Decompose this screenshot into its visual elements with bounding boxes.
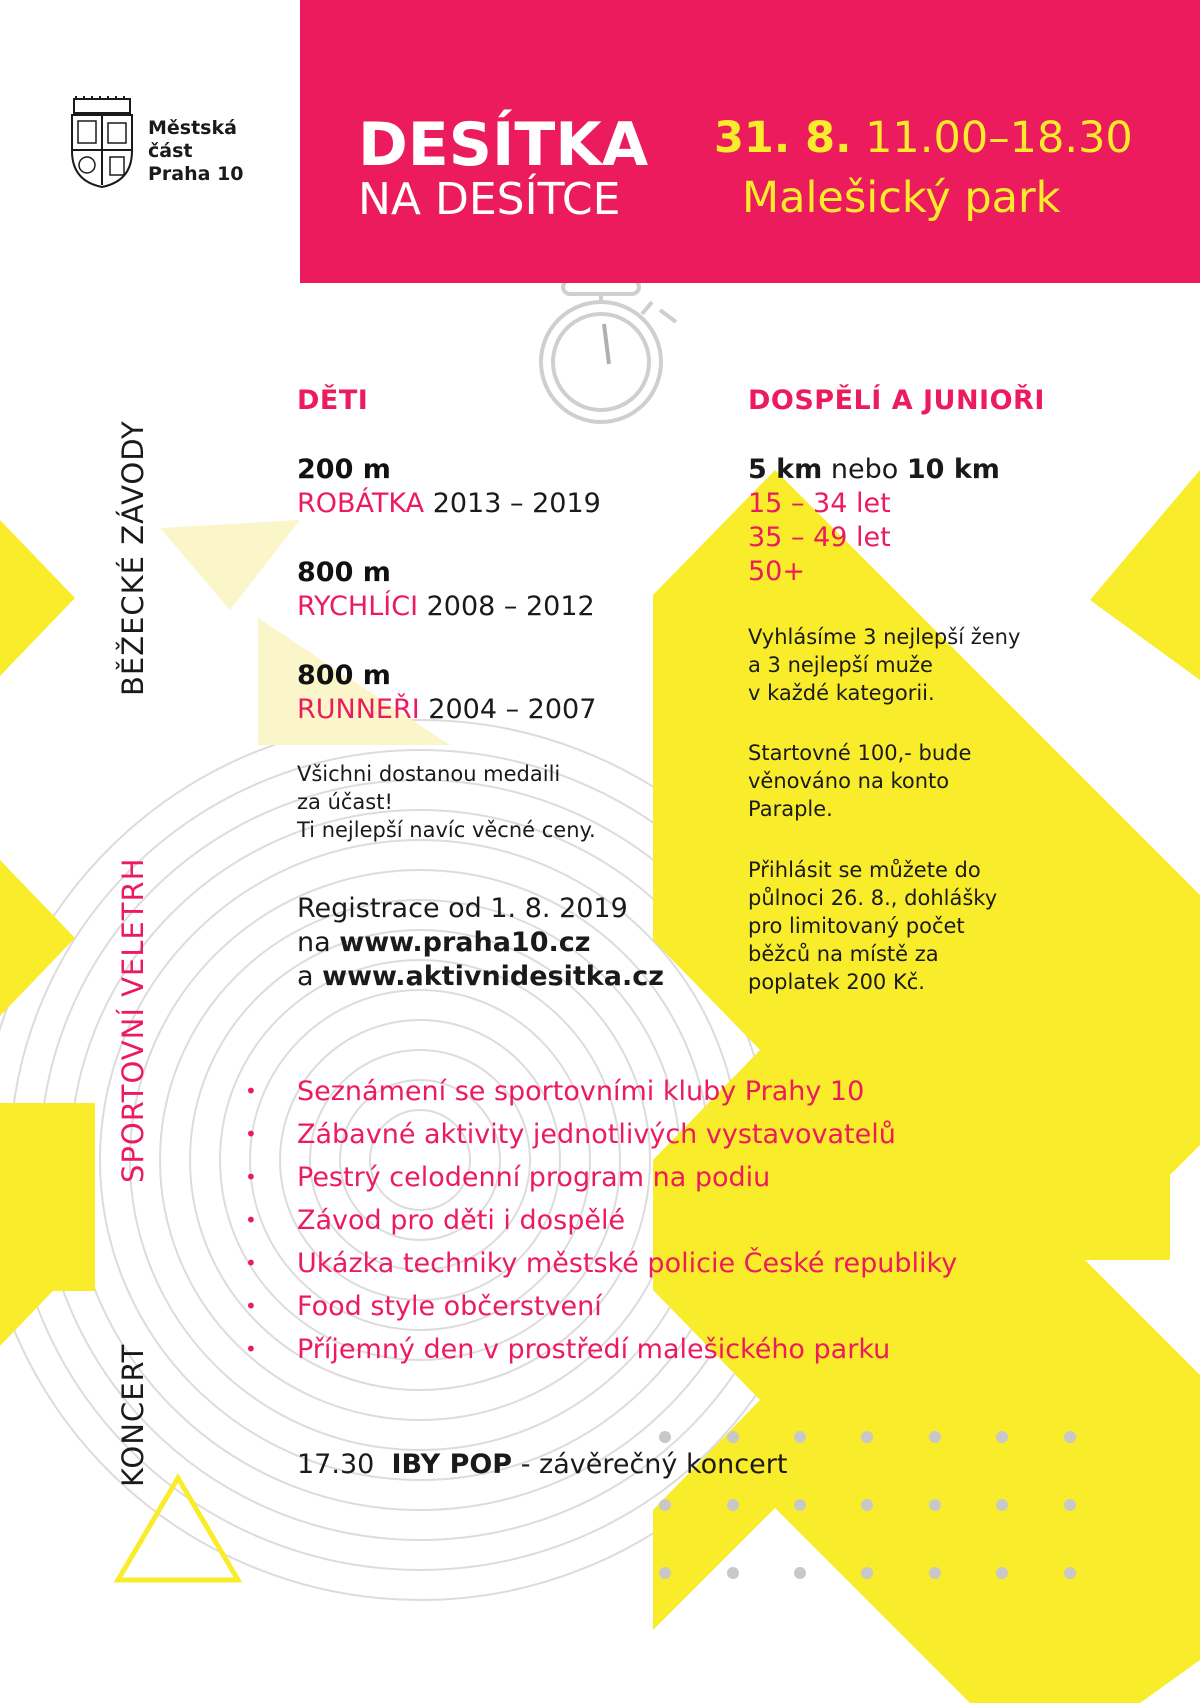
concert-time: 17.30 (297, 1449, 375, 1480)
event-subtitle: NA DESÍTCE (358, 174, 621, 225)
note-line: v každé kategorii. (748, 681, 935, 705)
triangle-decor (160, 520, 300, 610)
race-distance: 800 m (297, 660, 391, 691)
list-item (245, 1070, 957, 1113)
adults-heading: DOSPĚLÍ A JUNIOŘI (748, 385, 1045, 416)
race-category: RYCHLÍCI (297, 591, 419, 622)
kids-heading: DĚTI (297, 385, 369, 416)
event-title: DESÍTKA (358, 110, 649, 180)
adults-distances (748, 453, 1000, 487)
race-distance: 800 m (297, 557, 391, 588)
logo-line: Praha 10 (148, 163, 244, 185)
fair-list (245, 1070, 957, 1371)
note-line: Vyhlásíme 3 nejlepší ženy (748, 625, 1021, 649)
note-line: pro limitovaný počet (748, 914, 965, 938)
triangle-outline-icon (118, 1478, 238, 1580)
logo-line: část (148, 140, 193, 162)
adults-age-groups (748, 487, 891, 589)
list-item-text: Závod pro děti i dospělé (297, 1205, 626, 1236)
adults-note-awards (748, 623, 1020, 707)
race-years: 2008 – 2012 (426, 591, 595, 622)
note-line: za účast! (297, 790, 393, 814)
age-group: 35 – 49 let (748, 522, 891, 553)
list-item (245, 1113, 957, 1156)
bullet-icon: • (245, 1251, 257, 1275)
square-decor (0, 1103, 95, 1291)
event-date-time (714, 112, 1133, 164)
race-years: 2013 – 2019 (432, 488, 601, 519)
list-item-text: Pestrý celodenní program na podiu (297, 1162, 771, 1193)
note-line: Přihlásit se můžete do (748, 858, 981, 882)
bullet-icon: • (245, 1079, 257, 1103)
age-group: 50+ (748, 556, 805, 587)
list-item (245, 1156, 957, 1199)
note-line: věnováno na konto (748, 769, 950, 793)
distance-or: nebo (830, 454, 899, 485)
list-item-text: Příjemný den v prostředí malešického parku (297, 1334, 891, 1365)
race-category: ROBÁTKA (297, 488, 425, 519)
concert-artist: IBY POP (391, 1449, 513, 1480)
list-item (245, 1285, 957, 1328)
bullet-icon: • (245, 1208, 257, 1232)
note-line: Ti nejlepší navíc věcné ceny. (297, 818, 596, 842)
list-item (245, 1199, 957, 1242)
event-time: 11.00–18.30 (865, 113, 1133, 163)
adults-note-registration (748, 856, 997, 996)
race-distance: 200 m (297, 454, 391, 485)
registration-date: Registrace od 1. 8. 2019 (297, 893, 628, 924)
list-item-text: Zábavné aktivity jednotlivých vystavovatelů (297, 1119, 896, 1150)
list-item (245, 1242, 957, 1285)
note-line: běžců na místě za (748, 942, 939, 966)
side-label-fair: SPORTOVNÍ VELETRH (116, 857, 150, 1183)
kids-note (297, 760, 596, 844)
distance-short: 5 km (748, 454, 823, 485)
list-item-text: Seznámení se sportovními kluby Prahy 10 (297, 1076, 865, 1107)
side-label-concert: KONCERT (116, 1343, 150, 1487)
kids-race (297, 659, 596, 727)
kids-race (297, 453, 601, 521)
concert-info (297, 1448, 787, 1482)
distance-long: 10 km (906, 454, 1000, 485)
bullet-icon: • (245, 1122, 257, 1146)
race-years: 2004 – 2007 (428, 694, 597, 725)
bullet-icon: • (245, 1337, 257, 1361)
triangle-decor (0, 520, 75, 676)
stopwatch-icon (541, 280, 676, 422)
event-date: 31. 8. (714, 113, 852, 163)
note-line: Startovné 100,- bude (748, 741, 972, 765)
note-line: Paraple. (748, 797, 833, 821)
note-line: půlnoci 26. 8., dohlášky (748, 886, 998, 910)
list-item-text: Food style občerstvení (297, 1291, 602, 1322)
district-logo (68, 95, 258, 190)
note-line: poplatek 200 Kč. (748, 970, 925, 994)
list-item-text: Ukázka techniky městské policie České republiky (297, 1248, 958, 1279)
coat-of-arms-icon (68, 95, 136, 190)
race-category: RUNNEŘI (297, 694, 420, 725)
logo-line: Městská (148, 117, 237, 139)
adults-note-fee (748, 739, 971, 823)
side-label-races: BĚŽECKÉ ZÁVODY (116, 420, 150, 696)
list-item (245, 1328, 957, 1371)
triangle-decor (0, 860, 75, 1016)
kids-race (297, 556, 595, 624)
event-place: Malešický park (742, 173, 1061, 223)
bullet-icon: • (245, 1165, 257, 1189)
note-line: Všichni dostanou medaili (297, 762, 561, 786)
concert-description: - závěrečný koncert (520, 1449, 788, 1480)
registration-prefix: na (297, 927, 331, 958)
age-group: 15 – 34 let (748, 488, 891, 519)
registration-link-aktivnidesitka[interactable]: www.aktivnidesitka.cz (322, 961, 664, 992)
registration-prefix: a (297, 961, 314, 992)
logo-text (148, 117, 244, 186)
registration-link-praha10[interactable]: www.praha10.cz (339, 927, 591, 958)
registration-info (297, 892, 664, 994)
bullet-icon: • (245, 1294, 257, 1318)
note-line: a 3 nejlepší muže (748, 653, 933, 677)
